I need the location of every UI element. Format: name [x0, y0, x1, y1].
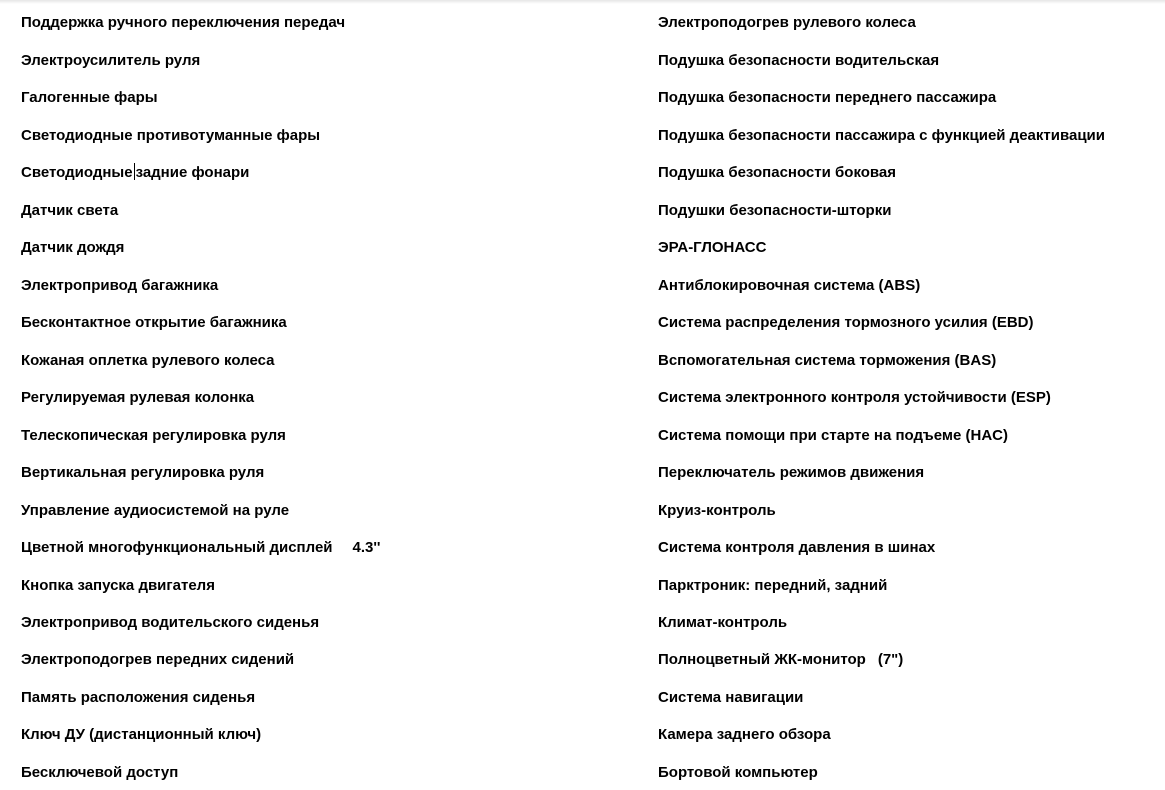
feature-item: Электроусилитель руля: [21, 52, 201, 69]
feature-item: Парктроник: передний, задний: [658, 577, 888, 594]
feature-item: Система навигации: [658, 689, 804, 706]
feature-item: Система распределения тормозного усилия (EBD): [658, 314, 1034, 331]
feature-item: Система контроля давления в шинах: [658, 539, 936, 556]
feature-item: Кожаная оплетка рулевого колеса: [21, 352, 275, 369]
feature-item: Галогенные фары: [21, 89, 158, 106]
feature-item: Антиблокировочная система (ABS): [658, 277, 921, 294]
feature-item: Управление аудиосистемой на руле: [21, 502, 290, 519]
feature-item: Полноцветный ЖК-монитор (7"): [658, 651, 904, 668]
feature-item: Датчик света: [21, 202, 119, 219]
feature-item: Подушка безопасности пассажира с функцией деактивации: [658, 127, 1105, 144]
feature-item: Память расположения сиденья: [21, 689, 256, 706]
feature-item: Вспомогательная система торможения (BAS): [658, 352, 997, 369]
feature-item: Ключ ДУ (дистанционный ключ): [21, 726, 262, 743]
feature-item: Подушки безопасности-шторки: [658, 202, 892, 219]
feature-item: Светодиодные задние фонари: [21, 164, 250, 181]
feature-item: Система электронного контроля устойчивости (ESP): [658, 389, 1051, 406]
feature-item: Камера заднего обзора: [658, 726, 831, 743]
feature-item: Поддержка ручного переключения передач: [21, 14, 346, 31]
feature-item: Климат-контроль: [658, 614, 788, 631]
feature-item: Бортовой компьютер: [658, 764, 818, 781]
feature-item: Кнопка запуска двигателя: [21, 577, 215, 594]
feature-item: Круиз-контроль: [658, 502, 776, 519]
feature-item: Датчик дождя: [21, 239, 125, 256]
feature-item: Регулируемая рулевая колонка: [21, 389, 255, 406]
feature-item: Цветной многофункциональный дисплей 4.3'': [21, 539, 381, 556]
feature-item: Электроподогрев рулевого колеса: [658, 14, 916, 31]
feature-item: Вертикальная регулировка руля: [21, 464, 265, 481]
monitor-size-value: (7"): [877, 651, 904, 668]
feature-item: Светодиодные противотуманные фары: [21, 127, 321, 144]
feature-item: Телескопическая регулировка руля: [21, 427, 286, 444]
top-edge-divider: [0, 0, 1165, 4]
feature-item: Подушка безопасности боковая: [658, 164, 897, 181]
feature-item: Электропривод водительского сиденья: [21, 614, 320, 631]
feature-item: Подушка безопасности переднего пассажира: [658, 89, 997, 106]
feature-item: ЭРА-ГЛОНАСС: [658, 239, 767, 256]
feature-item: Бесконтактное открытие багажника: [21, 314, 287, 331]
feature-item: Электропривод багажника: [21, 277, 219, 294]
feature-item: Подушка безопасности водительская: [658, 52, 940, 69]
text-cursor: [134, 163, 135, 180]
display-size-value: 4.3'': [352, 539, 381, 556]
feature-item: Система помощи при старте на подъеме (HAC): [658, 427, 1008, 444]
feature-item: Переключатель режимов движения: [658, 464, 925, 481]
feature-item: Бесключевой доступ: [21, 764, 179, 781]
feature-item: Электроподогрев передних сидений: [21, 651, 295, 668]
